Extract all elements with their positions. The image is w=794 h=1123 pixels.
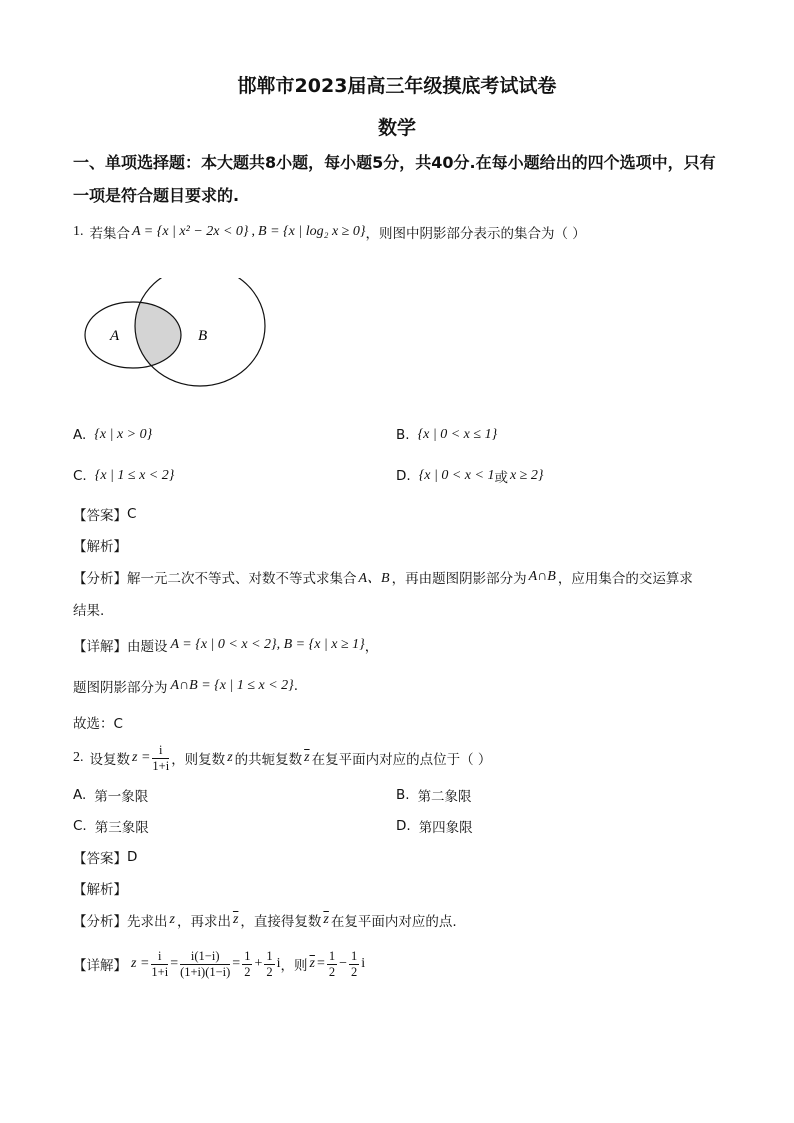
fraction-denominator: 1+i	[151, 964, 169, 979]
fenxi-text: 解一元二次不等式、对数不等式求集合	[127, 571, 357, 587]
detail-tag: 【详解】	[73, 958, 127, 974]
q2-option-a	[73, 784, 148, 806]
q1-option-a	[73, 423, 152, 447]
fraction-denominator: 1+i	[152, 758, 170, 773]
detail-fraction	[242, 949, 252, 980]
subject-title: 数学	[377, 117, 416, 139]
fenxi-zbar: $\overline{z}$	[232, 912, 239, 927]
option-value-part1: {x | 0 < x < 1	[418, 468, 495, 483]
q1-fenxi	[73, 564, 693, 590]
option-value: {x | x > 0}	[94, 427, 153, 442]
detail-equals: =	[170, 956, 179, 971]
option-label: C.	[73, 468, 87, 484]
option-label: C.	[73, 818, 87, 834]
section-heading-line2: 一项是符合题目要求的.	[73, 186, 240, 205]
q1-set-a: A = {x | x² − 2x < 0}	[132, 224, 249, 239]
q1-option-c	[73, 464, 174, 488]
q2-zbar: $\overline{z}$	[304, 750, 310, 765]
option-value-part2: x ≥ 2}	[509, 468, 544, 483]
option-value: {x | 0 < x ≤ 1}	[417, 427, 498, 442]
q1-fenxi-line2: 结果.	[73, 603, 105, 619]
fenxi-text: 先求出	[127, 914, 168, 930]
q1-set-b: B = {x | log₂ x ≥ 0}	[258, 224, 366, 239]
detail-fraction	[327, 949, 337, 980]
q1-detail	[73, 632, 378, 658]
fraction-numerator: i	[152, 743, 169, 759]
venn-diagram	[80, 278, 275, 390]
q1-option-b	[396, 423, 497, 447]
q2-fenxi	[73, 908, 457, 932]
detail-fraction	[349, 949, 359, 980]
fenxi-sets: A、B	[358, 571, 390, 586]
q2-option-d	[396, 815, 473, 837]
detail-z: z =	[131, 956, 150, 971]
detail-i: i	[276, 956, 281, 971]
analysis-tag: 【解析】	[73, 539, 127, 555]
q1-stem: 1. 若集合 A = {x | x² − 2x < 0} , B = {x | log₂ x ≥ 0} ，则图中阴影部分表示的集合为（ ）	[73, 224, 586, 242]
option-label: D.	[396, 468, 411, 484]
q2-option-c	[73, 815, 149, 837]
fenxi-text: ，再由题图阴影部分为	[391, 571, 527, 587]
q2-z: z	[227, 750, 233, 765]
q1-shade	[73, 673, 298, 699]
detail-equals: =	[316, 956, 325, 971]
option-label: A.	[73, 787, 87, 803]
section-heading-line1: 一、单项选择题：本大题共8小题，每小题5分，共40分.在每小题给出的四个选项中，只有	[73, 153, 716, 172]
fraction-denominator: 2	[328, 964, 336, 979]
answer-value: D	[127, 849, 138, 865]
detail-zbar: $\overline{z}$	[309, 956, 315, 971]
q1-lead: 若集合	[89, 226, 130, 242]
q2-number: 2.	[73, 750, 84, 765]
fraction-numerator: 1	[328, 948, 336, 963]
q1-answer	[73, 502, 136, 526]
answer-tag: 【答案】	[73, 851, 127, 867]
q2-text: ，则复数	[171, 752, 226, 768]
q2-stem	[73, 740, 491, 776]
fraction-numerator: 1	[244, 948, 251, 963]
q1-analysis	[73, 533, 127, 557]
option-label: B.	[396, 787, 410, 803]
fenxi-text: ，直接得复数	[240, 914, 322, 930]
venn-label-a: A	[110, 328, 120, 344]
q1-number: 1.	[73, 224, 84, 239]
detail-fraction	[180, 949, 230, 980]
detail-equals: =	[232, 956, 241, 971]
fraction-numerator: i(1−i)	[180, 949, 230, 965]
fraction-numerator: 1	[266, 948, 273, 963]
fenxi-expr: A∩B	[528, 569, 556, 584]
fraction-denominator: 2	[244, 964, 251, 979]
q1-tail: ，则图中阴影部分表示的集合为（ ）	[365, 226, 586, 242]
q2-z-eq: z =	[132, 750, 151, 765]
option-value: {x | 1 ≤ x < 2}	[94, 468, 175, 483]
detail-i: i	[361, 956, 366, 971]
option-value: 第四象限	[418, 820, 473, 836]
q1-choose: 故选：C	[73, 716, 123, 732]
fenxi-text: ，再求出	[176, 914, 231, 930]
fenxi-tag: 【分析】	[73, 571, 127, 587]
detail-plus: +	[254, 956, 263, 971]
detail-text: ，	[364, 639, 379, 655]
option-label: B.	[396, 427, 410, 443]
fenxi-z: z	[169, 912, 175, 927]
q2-analysis	[73, 877, 127, 899]
option-value: 第二象限	[417, 789, 472, 805]
detail-text: 由题设	[127, 639, 168, 655]
venn-label-b: B	[198, 328, 208, 344]
answer-tag: 【答案】	[73, 508, 127, 524]
q2-tail: 在复平面内对应的点位于（ ）	[311, 752, 492, 768]
page-title: 邯郸市2023届高三年级摸底考试试卷	[237, 75, 557, 97]
q2-text: 的共轭复数	[234, 752, 303, 768]
fenxi-zbar: $\overline{z}$	[323, 912, 329, 927]
option-label: A.	[73, 427, 87, 443]
option-value: 第三象限	[94, 820, 149, 836]
detail-fraction	[151, 949, 168, 980]
q1-option-d	[396, 464, 543, 488]
shade-text: 题图阴影部分为	[73, 680, 168, 696]
option-value-or: 或	[494, 470, 508, 486]
option-label: D.	[396, 818, 411, 834]
detail-fraction	[264, 949, 274, 980]
fenxi-tag: 【分析】	[73, 914, 127, 930]
fraction-numerator: i	[151, 949, 168, 965]
answer-value: C	[127, 506, 137, 522]
shade-expr: A∩B = {x | 1 ≤ x < 2}	[170, 678, 294, 693]
q2-detail	[73, 944, 365, 984]
q2-fraction	[152, 743, 169, 774]
q2-lead: 设复数	[89, 752, 130, 768]
detail-minus: −	[339, 956, 348, 971]
q2-answer	[73, 846, 137, 868]
fraction-denominator: (1+i)(1−i)	[180, 964, 231, 979]
detail-tag: 【详解】	[73, 639, 127, 655]
shade-text: .	[293, 678, 299, 694]
fraction-denominator: 2	[351, 964, 358, 979]
detail-then: ，则	[280, 958, 308, 974]
fraction-denominator: 2	[266, 964, 273, 979]
fenxi-text: ，应用集合的交运算求	[557, 571, 693, 587]
fraction-numerator: 1	[351, 948, 358, 963]
analysis-tag: 【解析】	[73, 882, 127, 898]
q2-option-b	[396, 784, 472, 806]
detail-expr: A = {x | 0 < x < 2}, B = {x | x ≥ 1}	[170, 637, 365, 652]
option-value: 第一象限	[94, 789, 149, 805]
fenxi-text: 在复平面内对应的点.	[330, 914, 457, 930]
